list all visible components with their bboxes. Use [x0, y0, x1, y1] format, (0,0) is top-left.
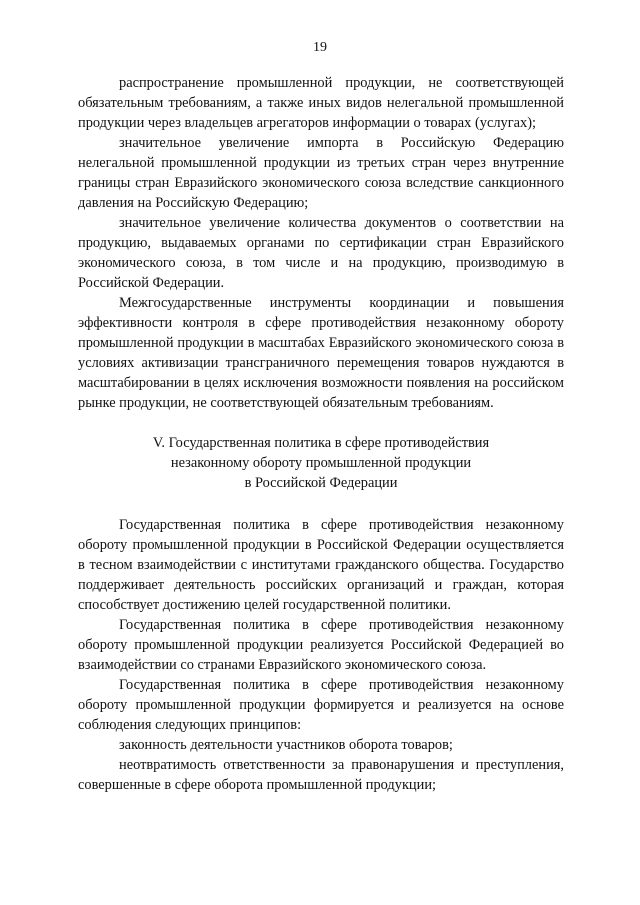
paragraph: Государственная политика в сфере противодействия незаконному обороту промышленной продукции формируется и реализуется на основе соблюдения следующих принципов: [78, 677, 564, 733]
paragraph: законность деятельности участников оборота товаров; [119, 737, 453, 753]
section-heading-line: незаконному обороту промышленной продукции [170, 455, 472, 471]
paragraph: неотвратимость ответственности за правонарушения и преступления, совершенные в сфере оборота промышленной продукции; [78, 757, 564, 793]
body-text [78, 73, 564, 795]
paragraph: значительное увеличение импорта в Российскую Федерацию нелегальной промышленной продукции из третьих стран через внутренние границы стран Евразийского экономического союза вследствие санкционного давления на Российскую Федерацию; [78, 135, 564, 211]
section-heading-line: V. Государственная политика в сфере противодействия [152, 435, 490, 451]
paragraph: Государственная политика в сфере противодействия незаконному обороту промышленной продукции реализуется Российской Федерацией во взаимодействии со странами Евразийского экономического союза. [78, 617, 564, 673]
paragraph: распространение промышленной продукции, не соответствующей обязательным требованиям, а также иных видов нелегальной промышленной продукции через владельцев агрегаторов информации о товарах (услугах); [78, 75, 564, 131]
paragraph: значительное увеличение количества документов о соответствии на продукцию, выдаваемых органами по сертификации стран Евразийского экономического союза, в том числе и на продукцию, производимую в Российской Федерации. [78, 215, 564, 291]
section-heading-line: в Российской Федерации [244, 475, 398, 491]
section-heading [78, 433, 564, 493]
paragraph: Межгосударственные инструменты координации и повышения эффективности контроля в сфере противодействия незаконному обороту промышленной продукции в масштабах Евразийского экономического союза в условиях активизации трансграничного перемещения товаров нуждаются в масштабировании в целях исключения возможности появления на российском рынке продукции, не соответствующей обязательным требованиям. [78, 295, 564, 411]
paragraph: Государственная политика в сфере противодействия незаконному обороту промышленной продукции в Российской Федерации осуществляется в тесном взаимодействии с институтами гражданского общества. Государство поддерживает деятельность российских организаций и граждан, которая способствует достижению целей государственной политики. [78, 517, 564, 613]
page-number: 19 [313, 40, 327, 55]
